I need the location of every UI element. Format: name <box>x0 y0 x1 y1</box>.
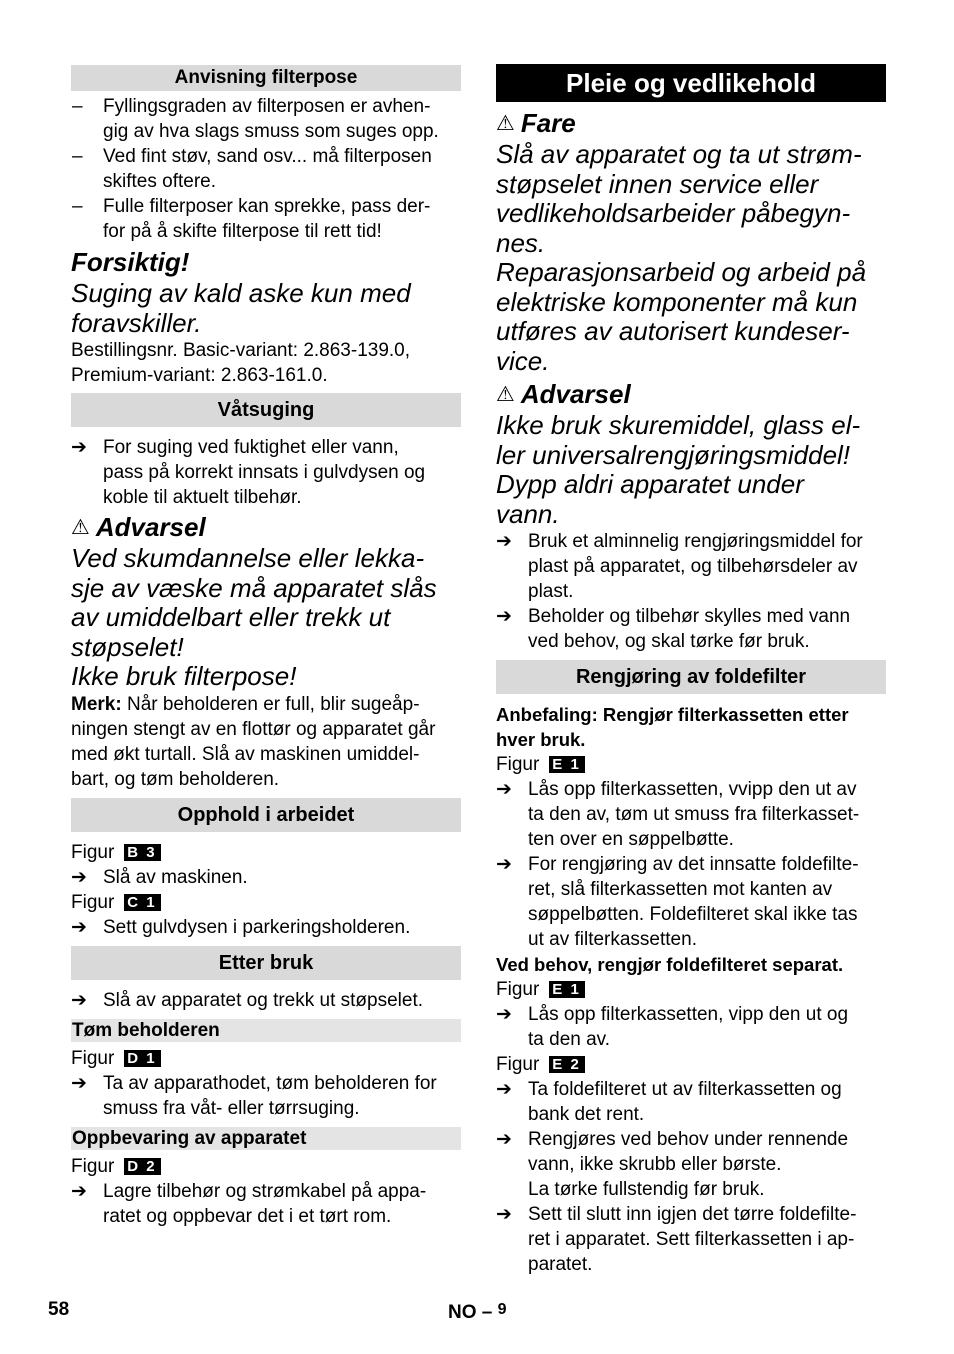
subsection-heading-tom-beholderen: Tøm beholderen <box>71 1019 461 1042</box>
list-item: ➔ For rengjøring av det innsatte foldefilte- ret, slå filterkassetten mot kanten av søppelbøtten. Foldefilteret skal ikke tas ut av filterkassetten. <box>496 854 859 950</box>
danger-text: Slå av apparatet og ta ut strøm- støpselet innen service eller vedlikeholdsarbeider påbegyn- nes. Reparasjonsarbeid og arbeid på elektriske komponenter må kun utføres av autorisert kundeser- vice. <box>496 139 867 376</box>
figure-reference: Figur B 3 <box>71 840 461 865</box>
warning-title: ⚠ Advarsel <box>496 379 631 409</box>
list-item: ➔ Rengjøres ved behov under rennende vann, ikke skrubb eller børste. La tørke fullstendig før bruk. <box>496 1129 849 1200</box>
warning-text: Ved skumdannelse eller lekka- sje av væske må apparatet slås av umiddelbart eller trekk ut støpselet! Ikke bruk filterpose! <box>71 543 437 691</box>
arrow-right-icon: ➔ <box>496 854 512 875</box>
list-item: – Fyllingsgraden av filterposen er avhen- gig av hva slags smuss som suges opp. <box>72 96 439 142</box>
list-item: ➔ Lagre tilbehør og strømkabel på appa- ratet og oppbevar det i et tørt rom. <box>71 1181 427 1227</box>
list-item: ➔ Lås opp filterkassetten, vvipp den ut av ta den av, tøm ut smuss fra filterkasset- ten over en søppelbøtte. <box>496 779 860 850</box>
list-item: ➔ Slå av apparatet og trekk ut støpselet. <box>71 990 424 1011</box>
section-heading-opphold: Opphold i arbeidet <box>71 798 461 832</box>
figure-badge: D 2 <box>124 1158 160 1175</box>
list-item: ➔ Beholder og tilbehør skylles med vann ved behov, og skal tørke før bruk. <box>496 606 851 652</box>
figure-reference: Figur D 2 <box>71 1154 461 1179</box>
warning-triangle-icon: ⚠ <box>496 383 515 406</box>
warning-triangle-icon: ⚠ <box>496 112 515 135</box>
figure-badge: C 1 <box>124 894 160 911</box>
arrow-right-icon: ➔ <box>496 531 512 552</box>
list-item: ➔ Ta foldefilteret ut av filterkassetten og bank det rent. <box>496 1079 842 1125</box>
caution-title: Forsiktig! <box>71 247 190 277</box>
figure-reference: Figur C 1 <box>71 890 461 915</box>
figure-badge: E 1 <box>549 981 585 998</box>
arrow-right-icon: ➔ <box>496 606 512 627</box>
arrow-right-icon: ➔ <box>71 1073 87 1094</box>
order-numbers: Bestillingsnr. Basic-variant: 2.863-139.0, Premium-variant: 2.863-161.0. <box>71 340 411 386</box>
list-item: ➔ Ta av apparathodet, tøm beholderen for smuss fra våt- eller tørrsuging. <box>71 1073 437 1119</box>
dash-bullet: – <box>72 146 83 167</box>
warning-title: ⚠ Advarsel <box>71 512 206 542</box>
list-item: ➔ Sett til slutt inn igjen det tørre foldefilte- ret i apparatet. Sett filterkassetten i ap- paratet. <box>496 1204 857 1275</box>
list-item: ➔ For suging ved fuktighet eller vann, pass på korrekt innsats i gulvdysen og koble til aktuelt tilbehør. <box>71 437 426 508</box>
section-heading-vatsuging: Våtsuging <box>71 393 461 427</box>
arrow-right-icon: ➔ <box>71 917 87 938</box>
figure-reference: Figur E 2 <box>496 1052 886 1077</box>
figure-badge: E 2 <box>549 1056 585 1073</box>
arrow-right-icon: ➔ <box>71 1181 87 1202</box>
list-item: ➔ Slå av maskinen. <box>71 867 248 888</box>
figure-badge: B 3 <box>124 844 160 861</box>
list-item: – Ved fint støv, sand osv... må filterposen skiftes oftere. <box>72 146 432 192</box>
dash-bullet: – <box>72 96 83 117</box>
danger-title: ⚠ Fare <box>496 108 576 138</box>
list-item: – Fulle filterposer kan sprekke, pass der- for på å skifte filterpose til rett tid! <box>72 196 431 242</box>
arrow-right-icon: ➔ <box>496 1004 512 1025</box>
list-item: ➔ Bruk et alminnelig rengjøringsmiddel for plast på apparatet, og tilbehørsdeler av plast. <box>496 531 863 602</box>
arrow-right-icon: ➔ <box>71 867 87 888</box>
warning-triangle-icon: ⚠ <box>71 516 90 539</box>
figure-badge: D 1 <box>124 1050 160 1067</box>
arrow-right-icon: ➔ <box>71 437 87 458</box>
caution-text: Suging av kald aske kun med foravskiller. <box>71 278 411 338</box>
section-heading-anvisning-filterpose: Anvisning filterpose <box>71 65 461 91</box>
figure-reference: Figur D 1 <box>71 1046 461 1071</box>
separate-cleaning-note: Ved behov, rengjør foldefilteret separat. <box>496 954 844 975</box>
arrow-right-icon: ➔ <box>496 1129 512 1150</box>
warning-text: Ikke bruk skuremiddel, glass el- ler universalrengjøringsmiddel! Dypp aldri apparatet under vann. <box>496 410 861 529</box>
arrow-right-icon: ➔ <box>496 779 512 800</box>
arrow-right-icon: ➔ <box>496 1079 512 1100</box>
list-item: ➔ Lås opp filterkassetten, vipp den ut og ta den av. <box>496 1004 849 1050</box>
recommendation: Anbefaling: Rengjør filterkassetten etter hver bruk. <box>496 704 849 750</box>
section-heading-etter-bruk: Etter bruk <box>71 946 461 980</box>
section-heading-rengjoring-foldefilter: Rengjøring av foldefilter <box>496 660 886 694</box>
list-item: ➔ Sett gulvdysen i parkeringsholderen. <box>71 917 411 938</box>
figure-reference: Figur E 1 <box>496 752 886 777</box>
arrow-right-icon: ➔ <box>496 1204 512 1225</box>
note: Merk: Når beholderen er full, blir sugeåp- ningen stengt av en flottør og apparatet går med økt turtall. Slå av maskinen umiddel- bart, og tøm beholderen. <box>71 694 436 790</box>
arrow-right-icon: ➔ <box>71 990 87 1011</box>
figure-reference: Figur E 1 <box>496 977 886 1002</box>
subsection-heading-oppbevaring: Oppbevaring av apparatet <box>71 1127 461 1150</box>
page-number: 58 <box>48 1299 70 1320</box>
page-label: NO – $^9$ <box>448 1301 507 1323</box>
figure-badge: E 1 <box>549 756 585 773</box>
dash-bullet: – <box>72 196 83 217</box>
chapter-heading-pleie-og-vedlikehold: Pleie og vedlikehold <box>496 64 886 102</box>
